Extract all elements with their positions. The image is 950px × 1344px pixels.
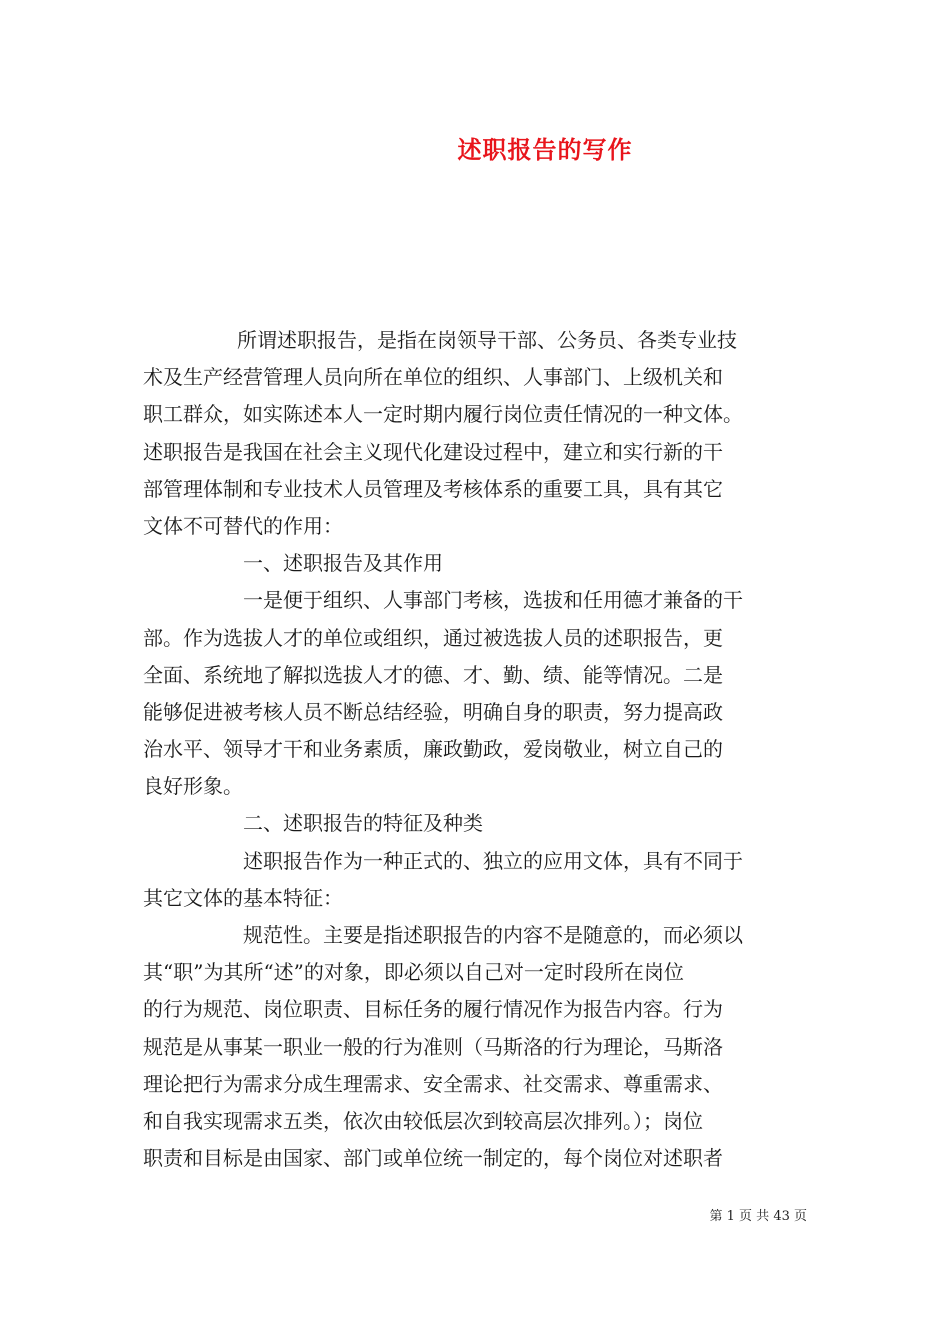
paragraph-line: 文体不可替代的作用： [143, 513, 343, 538]
paragraph-line: 其“职”为其所“述”的对象，即必须以自己对一定时段所在岗位 [143, 960, 684, 985]
paragraph-line: 和自我实现需求五类，依次由较低层次到较高层次排列。）；岗位 [143, 1108, 703, 1133]
document-body [143, 322, 807, 1177]
paragraph-line: 所谓述职报告，是指在岗领导干部、公务员、各类专业技 [237, 328, 737, 352]
document-title: 述职报告的写作 [457, 135, 633, 164]
paragraph-line: 一是便于组织、人事部门考核，选拔和任用德才兼备的干 [243, 588, 743, 613]
paragraph-line: 全面、系统地了解拟选拔人才的德、才、勤、绩、能等情况。二是 [143, 662, 723, 687]
paragraph-line: 治水平、领导才干和业务素质，廉政勤政，爱岗敬业，树立自己的 [143, 737, 723, 762]
section-heading: 二、述职报告的特征及种类 [243, 811, 483, 836]
paragraph-line: 其它文体的基本特征： [143, 885, 343, 910]
paragraph-line: 规范是从事某一职业一般的行为准则（马斯洛的行为理论，马斯洛 [143, 1034, 723, 1059]
paragraph-line: 职责和目标是由国家、部门或单位统一制定的，每个岗位对述职者 [143, 1146, 723, 1171]
paragraph-line: 良好形象。 [143, 774, 243, 799]
paragraph-line: 规范性。主要是指述职报告的内容不是随意的，而必须以 [243, 923, 743, 947]
paragraph-line: 述职报告作为一种正式的、独立的应用文体，具有不同于 [243, 848, 743, 873]
paragraph-line: 能够促进被考核人员不断总结经验，明确自身的职责，努力提高政 [143, 699, 723, 724]
paragraph-line: 职工群众，如实陈述本人一定时期内履行岗位责任情况的一种文体。 [143, 402, 743, 427]
paragraph-line: 理论把行为需求分成生理需求、安全需求、社交需求、尊重需求、 [143, 1071, 723, 1096]
section-heading: 一、述职报告及其作用 [243, 551, 443, 576]
paragraph-line: 部管理体制和专业技术人员管理及考核体系的重要工具，具有其它 [143, 476, 723, 501]
paragraph-line: 术及生产经营管理人员向所在单位的组织、人事部门、上级机关和 [143, 365, 723, 390]
paragraph-line: 的行为规范、岗位职责、目标任务的履行情况作为报告内容。行为 [143, 997, 723, 1022]
paragraph-line: 部。作为选拔人才的单位或组织，通过被选拔人员的述职报告，更 [143, 625, 723, 650]
page-number: 第 1 页 共 43 页 [709, 1209, 807, 1224]
paragraph-line: 述职报告是我国在社会主义现代化建设过程中，建立和实行新的干 [143, 439, 723, 464]
